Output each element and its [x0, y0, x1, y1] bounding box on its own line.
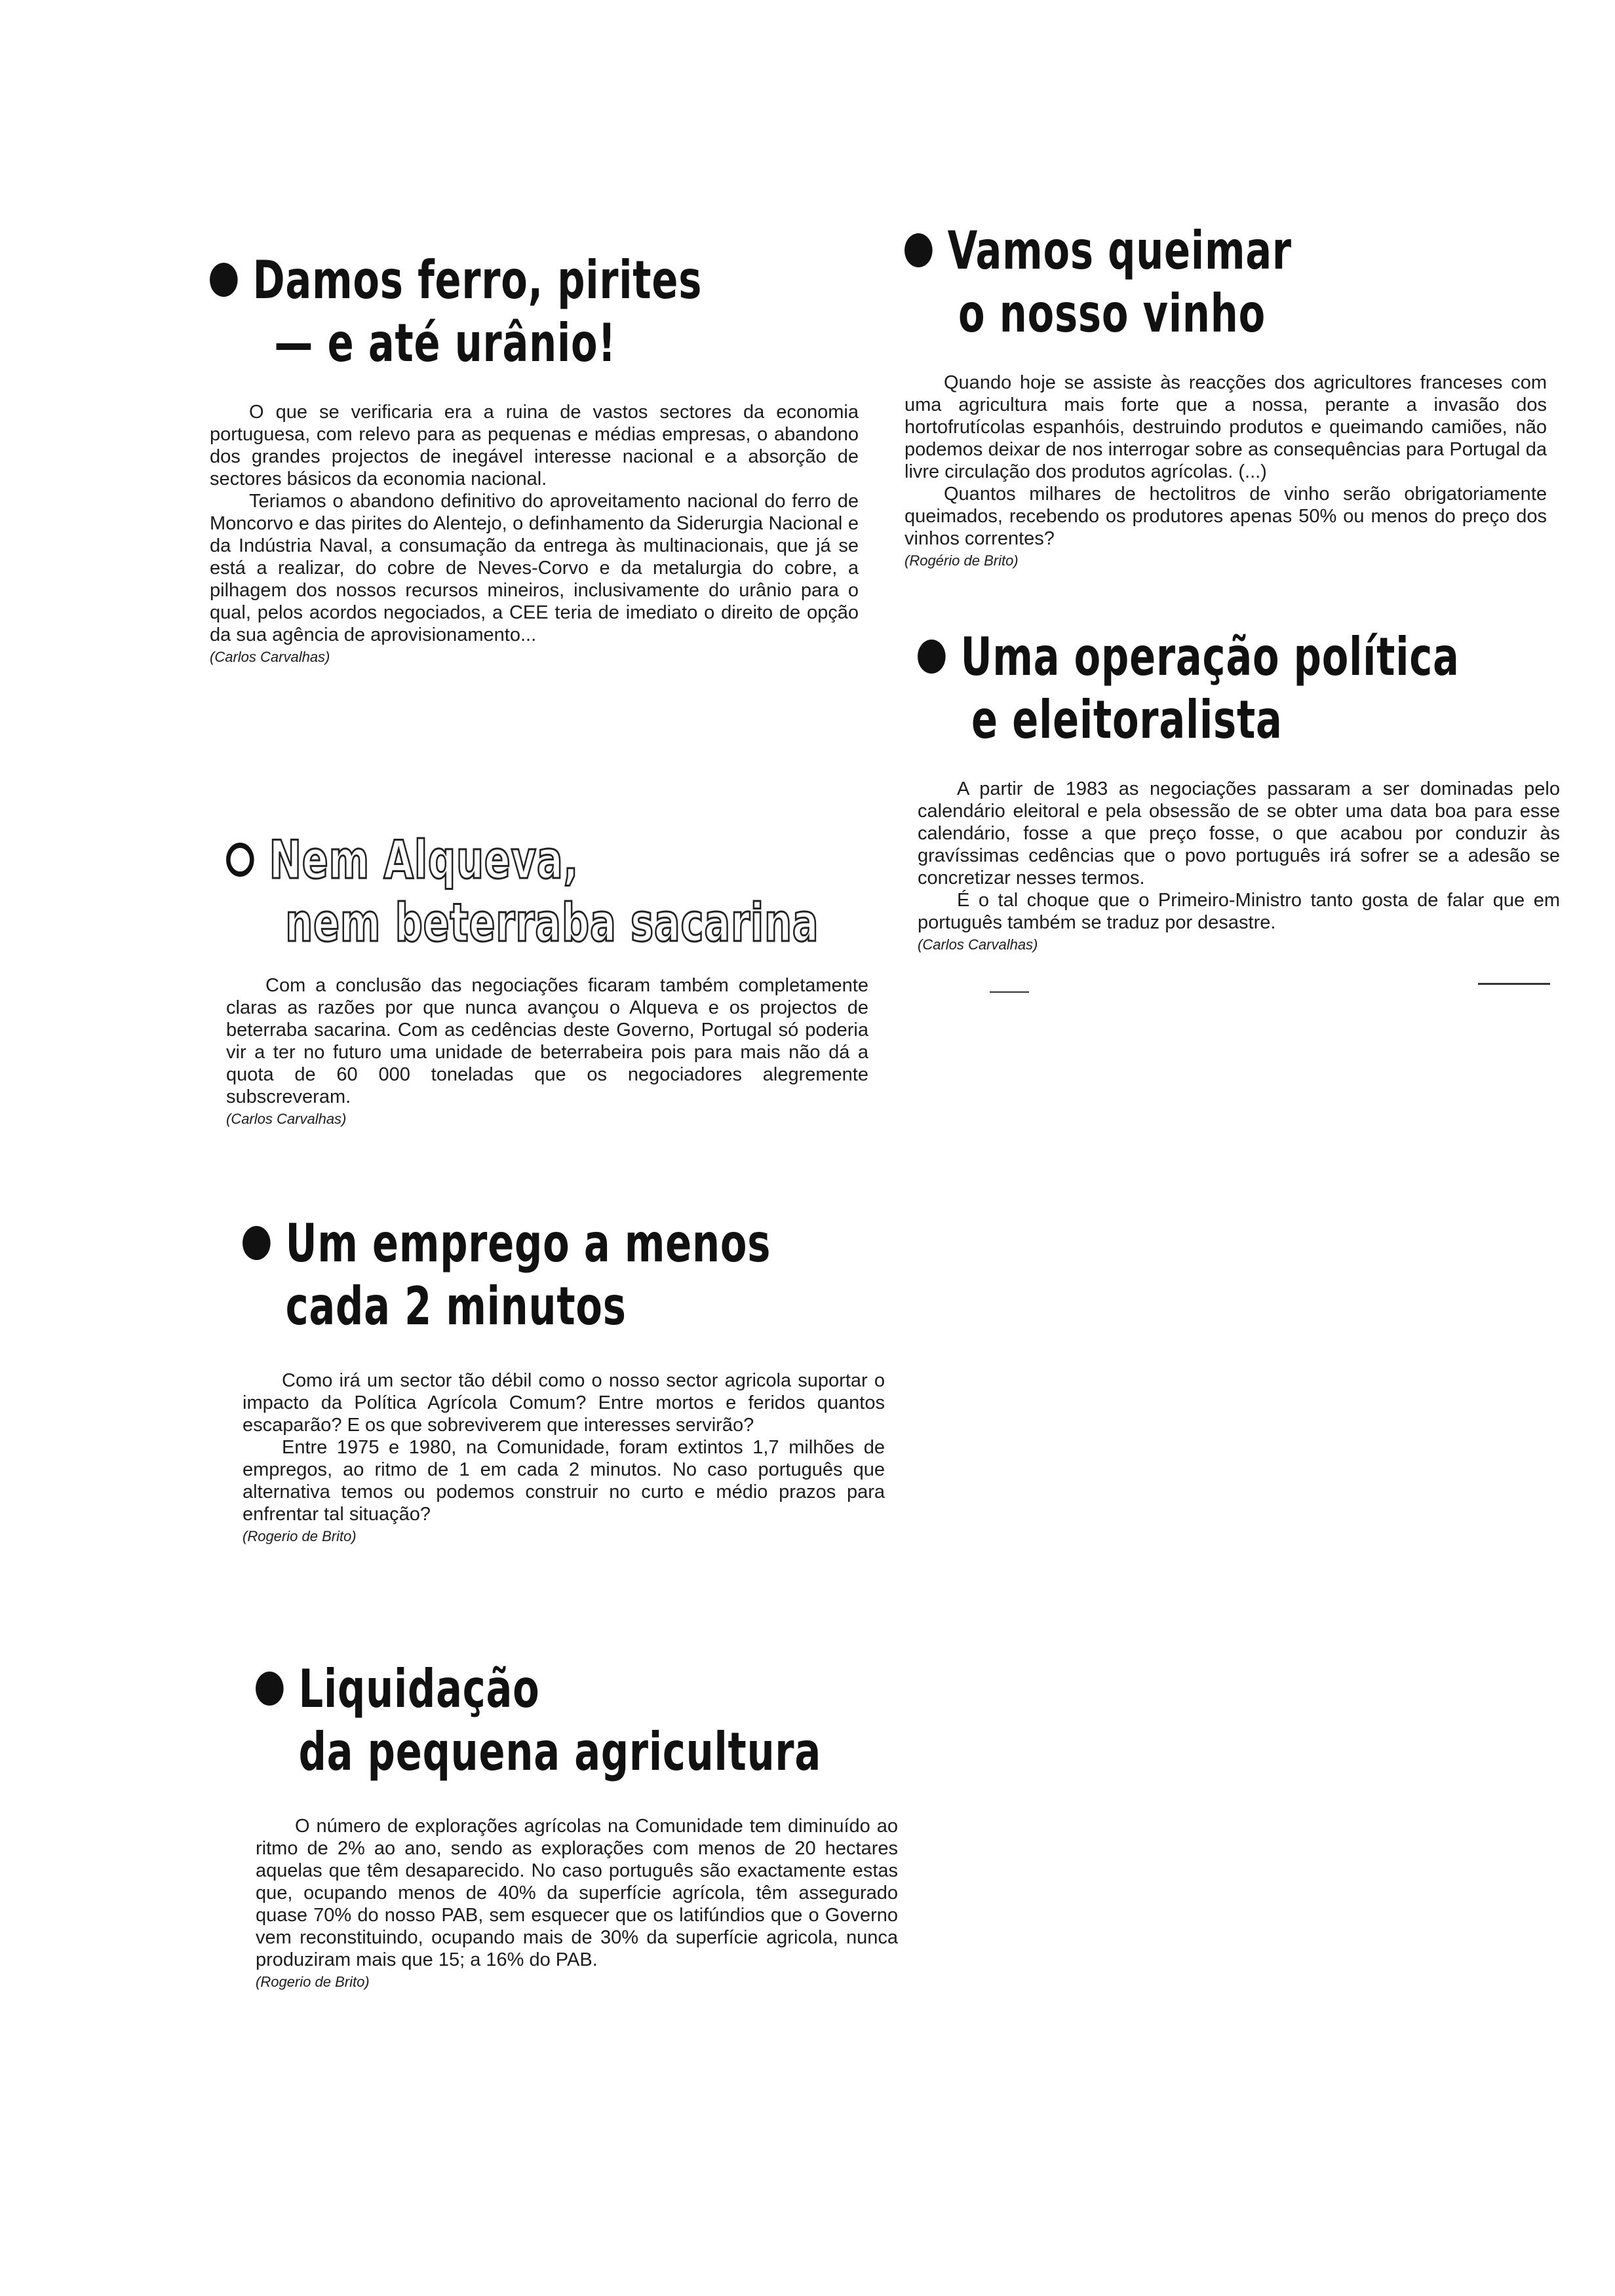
- bullet-icon: [243, 1226, 271, 1260]
- article-body: [256, 1815, 898, 1993]
- article-operacao-politica: [918, 626, 1560, 956]
- paragraph: Como irá um sector tão débil como o nosso sector agricola suportar o impacto da Política Agrícola Comum? Entre mortos e feridos quantos escaparão? E os que sobreviverem que interesses servirão?: [243, 1370, 885, 1436]
- headline-line: nem beterraba sacarina: [285, 892, 819, 953]
- article-damos-ferro: [210, 249, 859, 668]
- paragraph: O número de explorações agrícolas na Comunidade tem diminuído ao ritmo de 2% ao ano, sendo as explorações com menos de 20 hectares aquelas que têm desaparecido. No caso português são exactamente estas que, ocupando menos de 40% da superfície agrícola, têm assegurado quase 70% do nosso PAB, sem esquecer que os latifúndios que o Governo vem reconstituindo, ocupando mais de 30% da superfície agricola, nunca produziram mais que 15; a 16% do PAB.: [256, 1816, 898, 1970]
- article-body: [243, 1369, 885, 1548]
- headline-line: Vamos queimar: [947, 220, 1292, 281]
- article-headline: [256, 1658, 821, 1784]
- article-body: [905, 372, 1547, 572]
- headline-line: Uma operação política: [960, 626, 1460, 687]
- article-headline: [243, 1212, 769, 1338]
- headline-line: Nem Alqueva,: [269, 830, 579, 890]
- article-nem-alqueva: [226, 829, 868, 1130]
- headline-line: Um emprego a menos: [285, 1213, 771, 1274]
- paragraph: Entre 1975 e 1980, na Comunidade, foram extintos 1,7 milhões de empregos, ao ritmo de 1 em cada 2 minutos. No caso português que alternativa temos ou podemos construir no curto e médio prazos para enfrentar tal situação?: [243, 1437, 885, 1525]
- article-um-emprego: [243, 1212, 885, 1548]
- byline: (Rogerio de Brito): [243, 1528, 357, 1544]
- paragraph: A partir de 1983 as negociações passaram a ser dominadas pelo calendário eleitoral e pela obsessão de se obter uma data boa para esse calendário, fosse a que preço fosse, o que acabou por conduzir às gravíssimas cedências que o povo português irá sofrer se a adesão se concretizar nesses termos.: [918, 778, 1560, 889]
- headline-line: o nosso vinho: [958, 283, 1266, 344]
- headline-line: Liquidação: [298, 1658, 540, 1719]
- article-headline: [905, 220, 1431, 345]
- column-rule: [990, 991, 1029, 993]
- byline: (Rogério de Brito): [905, 552, 1019, 569]
- bullet-icon: [918, 640, 946, 674]
- byline: (Carlos Carvalhas): [226, 1111, 347, 1127]
- bullet-icon: [210, 263, 238, 297]
- byline: (Carlos Carvalhas): [210, 649, 330, 665]
- headline-line: — e até urânio!: [274, 313, 617, 373]
- bullet-icon: [905, 233, 933, 267]
- column-rule: [1478, 983, 1550, 985]
- headline-line: Damos ferro, pirites: [252, 250, 703, 311]
- bullet-icon: [256, 1672, 284, 1706]
- article-headline: [210, 249, 742, 375]
- paragraph: Quando hoje se assiste às reacções dos agricultores franceses com uma agricultura mais forte que a nossa, perante a invasão dos hortofrutícolas espanhóis, destruindo produtos e queimando camiões, não podemos deixar de nos interrogar sobre as consequências para Portugal da livre circulação dos produtos agrícolas. (...): [905, 372, 1547, 482]
- article-headline: [918, 626, 1460, 752]
- paragraph: É o tal choque que o Primeiro-Ministro tanto gosta de falar que em português também se traduz por desastre.: [918, 890, 1560, 933]
- byline: (Rogerio de Brito): [256, 1974, 370, 1990]
- article-headline: [226, 829, 819, 955]
- headline-line: e eleitoralista: [971, 689, 1283, 750]
- bullet-icon: [226, 843, 254, 877]
- paragraph: Quantos milhares de hectolitros de vinho serão obrigatoriamente queimados, recebendo os produtores apenas 50% ou menos do preço dos vinhos correntes?: [905, 484, 1547, 549]
- article-liquidacao: [256, 1658, 898, 1993]
- article-body: [226, 974, 868, 1130]
- headline-line: da pequena agricultura: [298, 1721, 821, 1782]
- article-body: [918, 778, 1560, 956]
- byline: (Carlos Carvalhas): [918, 936, 1038, 953]
- paragraph: Teriamos o abandono definitivo do aproveitamento nacional do ferro de Moncorvo e das pirites do Alentejo, o definhamento da Siderurgia Nacional e da Indústria Naval, a consumação da entrega às multinacionais, que já se está a realizar, do cobre de Neves-Corvo e da metalurgia do cobre, a pilhagem dos nossos recursos mineiros, inclusivamente do urânio para o qual, pelos acordos negociados, a CEE teria de imediato o direito de opção da sua agência de aprovisionamento...: [210, 491, 859, 645]
- article-vamos-queimar: [905, 220, 1547, 572]
- article-body: [210, 401, 859, 668]
- paragraph: O que se verificaria era a ruina de vastos sectores da economia portuguesa, com relevo para as pequenas e médias empresas, o abandono dos grandes projectos de inegável interesse nacional e a absorção de sectores básicos da economia nacional.: [210, 402, 859, 489]
- headline-line: cada 2 minutos: [285, 1276, 627, 1337]
- paragraph: Com a conclusão das negociações ficaram também completamente claras as razões por que nunca avançou o Alqueva e os projectos de beterraba sacarina. Com as cedências deste Governo, Portugal só poderia vir a ter no futuro uma unidade de beterrabeira pois para mais não dá a quota de 60 000 toneladas que os negociadores alegremente subscreveram.: [226, 975, 868, 1107]
